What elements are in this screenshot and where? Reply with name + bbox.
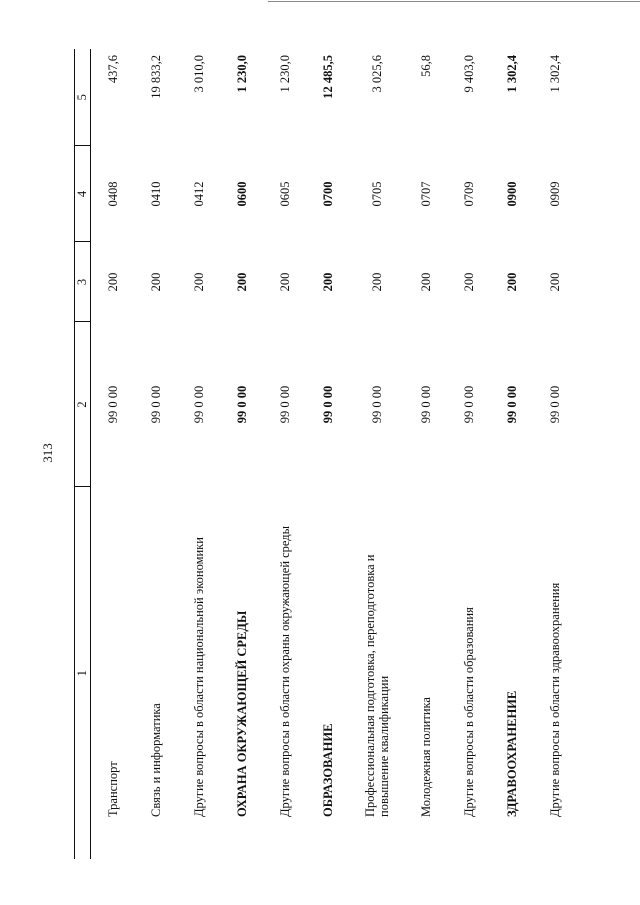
row-section: 0605 — [277, 181, 292, 207]
row-code: 99 0 00 — [105, 385, 120, 424]
row-section: 0709 — [461, 181, 476, 207]
row-section: 0410 — [148, 181, 163, 207]
table-row — [177, 49, 220, 859]
row-code: 99 0 00 — [234, 385, 249, 424]
table-row-section — [306, 49, 349, 859]
table-row — [134, 49, 177, 859]
row-name: Молодежная политика — [418, 697, 433, 817]
table-row — [91, 49, 135, 859]
row-code: 99 0 00 — [461, 385, 476, 424]
table-row — [263, 49, 306, 859]
budget-table — [74, 49, 576, 859]
row-code: 99 0 00 — [320, 385, 335, 424]
row-value: 56,8 — [418, 55, 433, 77]
row-name: ЗДРАВООХРАНЕНИЕ — [504, 690, 519, 817]
row-section: 0900 — [504, 181, 519, 207]
row-value: 437,6 — [105, 55, 120, 84]
header-col-3: 3 — [75, 242, 91, 322]
row-section: 0412 — [191, 181, 206, 207]
row-type: 200 — [320, 272, 335, 292]
row-type: 200 — [148, 272, 163, 292]
table-row-section — [490, 49, 533, 859]
row-value: 12 485,5 — [320, 55, 335, 99]
table-row — [533, 49, 576, 859]
row-type: 200 — [369, 272, 384, 292]
row-name: Профессиональная подготовка, переподготовка и повышение квалификации — [362, 554, 391, 817]
row-value: 3 010,0 — [191, 55, 206, 93]
row-value: 1 230,0 — [234, 55, 249, 93]
table-row — [404, 49, 447, 859]
budget-table-rotated — [74, 49, 604, 859]
row-name: ОБРАЗОВАНИЕ — [320, 723, 335, 817]
row-value: 1 302,4 — [547, 55, 562, 93]
row-type: 200 — [504, 272, 519, 292]
row-type: 200 — [418, 272, 433, 292]
row-type: 200 — [105, 272, 120, 292]
row-type: 200 — [191, 272, 206, 292]
row-section: 0707 — [418, 181, 433, 207]
row-name: Транспорт — [105, 761, 120, 817]
table-body — [91, 49, 577, 859]
row-name: Другие вопросы в области охраны окружающей среды — [277, 525, 292, 817]
row-name: Другие вопросы в области образования — [461, 607, 476, 817]
row-value: 1 302,4 — [504, 55, 519, 93]
row-value: 1 230,0 — [277, 55, 292, 93]
row-code: 99 0 00 — [504, 385, 519, 424]
row-code: 99 0 00 — [191, 385, 206, 424]
row-value: 3 025,6 — [369, 55, 384, 93]
row-value: 19 833,2 — [148, 55, 163, 99]
row-section: 0408 — [105, 181, 120, 207]
row-section: 0705 — [369, 181, 384, 207]
top-rule — [268, 1, 640, 2]
row-code: 99 0 00 — [418, 385, 433, 424]
row-name: Связь и информатика — [148, 703, 163, 817]
row-code: 99 0 00 — [277, 385, 292, 424]
row-type: 200 — [547, 272, 562, 292]
row-type: 200 — [461, 272, 476, 292]
table-row-section — [220, 49, 263, 859]
header-col-5: 5 — [75, 49, 91, 146]
row-section: 0600 — [234, 181, 249, 207]
row-type: 200 — [234, 272, 249, 292]
page-number — [34, 436, 62, 470]
row-section: 0700 — [320, 181, 335, 207]
row-code: 99 0 00 — [369, 385, 384, 424]
table-row — [349, 49, 404, 859]
row-code: 99 0 00 — [148, 385, 163, 424]
row-value: 9 403,0 — [461, 55, 476, 93]
table-header-row — [75, 49, 91, 859]
header-col-1: 1 — [75, 487, 91, 859]
row-name: Другие вопросы в области здравоохранения — [547, 582, 562, 817]
row-type: 200 — [277, 272, 292, 292]
row-code: 99 0 00 — [547, 385, 562, 424]
table-row — [447, 49, 490, 859]
row-name: ОХРАНА ОКРУЖАЮЩЕЙ СРЕДЫ — [234, 610, 249, 817]
row-name: Другие вопросы в области национальной экономики — [191, 537, 206, 817]
page-number-text: 313 — [40, 443, 55, 463]
row-section: 0909 — [547, 181, 562, 207]
header-col-2: 2 — [75, 322, 91, 487]
header-col-4: 4 — [75, 146, 91, 242]
